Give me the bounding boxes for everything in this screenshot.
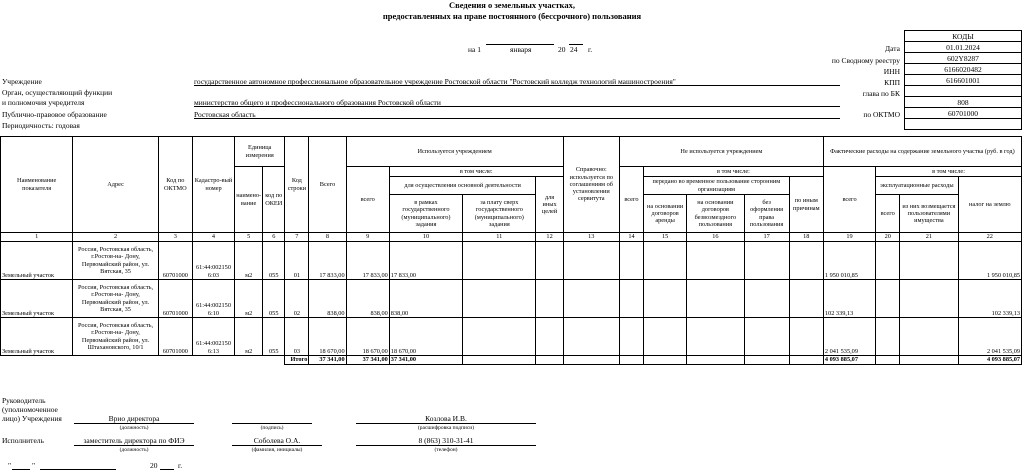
codes-table [904,30,1022,130]
cap-phone: (телефон) [434,447,458,453]
executor-label: Исполнитель [2,436,44,445]
row-total: 838,00 [309,280,346,318]
row-exp-total: 2 041 535,09 [823,318,875,356]
pps-value: Ростовская область [194,110,256,119]
row-unit: м2 [235,242,263,280]
hdr-reference: Справочно: используется по соглашениям об установлении сервитута [563,137,619,233]
executor-name: Соболева О.А. [253,436,301,445]
column-number: 22 [958,233,1021,242]
codes-header: КОДЫ [905,31,1022,42]
hdr-operating: эксплуатационные расходы [876,177,958,195]
date-month: января [510,45,532,54]
hdr-no-docs: без оформления права пользования [744,195,789,233]
column-number: 5 [235,233,263,242]
row-cadastral: 61:44:002150 6:10 [192,280,234,318]
executor-position: заместитель директора по ФИЭ [83,436,185,445]
hdr-op-total: всего [876,195,900,233]
title-line-1: Сведения о земельных участках, [449,0,575,10]
head-label-2: (уполномоченное [2,405,58,414]
hdr-used: Используется учреждением [346,137,563,167]
column-number: 11 [463,233,536,242]
hdr-exp-total: всего [823,167,875,233]
cap-signature: (подпись) [260,425,284,431]
table-row [1,318,1022,356]
code-oktmo: 60701000 [905,108,1022,119]
hdr-row-code: Код строки [285,137,309,233]
row-code: 02 [285,280,309,318]
pps-label: Публично-правовое образование [2,110,107,119]
hdr-free-use: на основании договоров безвозмездного пользования [687,195,744,233]
code-bk [905,86,1022,97]
row-tax: 102 339,13 [958,280,1021,318]
cap-position-1: (должность) [119,425,149,431]
code-period [905,119,1022,130]
row-okei: 055 [263,242,285,280]
column-number: 20 [876,233,900,242]
row-exp-total: 102 339,13 [823,280,875,318]
executor-phone: 8 (863) 310-31-41 [418,436,474,445]
totals-total: 37 341,00 [309,356,346,365]
hdr-name: Наименование показателя [1,137,73,233]
row-cadastral: 61:44:002150 6:03 [192,242,234,280]
cap-fio: (фамилия, инициалы) [251,447,303,453]
column-number: 19 [823,233,875,242]
hdr-reimbursed: из них возмещается пользователями имущества [900,195,958,233]
column-number: 4 [192,233,234,242]
column-number: 14 [619,233,643,242]
cap-position-2: (должность) [119,447,149,453]
code-label-date: Дата [885,44,900,53]
column-number: 2 [73,233,158,242]
row-total: 17 833,00 [309,242,346,280]
code-label-inn: ИНН [883,67,900,76]
authority-label-2: и полномочия учредителя [2,98,85,107]
hdr-address: Адрес [73,137,158,233]
date-year: 20 [150,461,158,470]
row-okei: 055 [263,280,285,318]
hdr-main-activity: для осуществления основной деятельности [389,177,536,195]
row-tax: 1 950 010,85 [958,242,1021,280]
column-number: 17 [744,233,789,242]
code-label-kpp: КПП [884,78,900,87]
row-name: Земельный участок [1,242,73,280]
institution-value: государственное автономное профессиональное образовательное учреждение Ростовской области "Ростовский колледж технологий машиностроения" [194,77,676,86]
column-number: 10 [389,233,462,242]
hdr-transferred: передано во временное пользование сторонним организациям [644,177,790,195]
code-kpp: 616601001 [905,75,1022,86]
row-state-task: 838,00 [389,280,462,318]
row-oktmo: 60701000 [158,280,192,318]
head-label-3: лицо) Учреждения [2,414,62,423]
row-oktmo: 60701000 [158,242,192,280]
row-code: 01 [285,242,309,280]
code-date: 01.01.2024 [905,42,1022,53]
code-label-registry: по Сводному реестру [831,56,900,65]
row-exp-total: 1 950 010,85 [823,242,875,280]
row-code: 03 [285,318,309,356]
totals-exp-total: 4 093 885,07 [823,356,875,365]
cap-decode: (расшифровка подписи) [417,425,475,431]
hdr-unit: Единица измерения [235,137,285,167]
row-address: Россия, Ростовская область, г.Ростов-на- Дону, Первомайский район, ул. Вятская, 35 [73,242,158,280]
hdr-paid-over: за плату сверх государственного (муниципального) задания [463,195,536,233]
totals-label: Итого [285,356,309,365]
row-oktmo: 60701000 [158,318,192,356]
hdr-incl: в том числе: [389,167,563,177]
date-g: г. [178,461,183,470]
row-name: Земельный участок [1,318,73,356]
code-inn: 6166020482 [905,64,1022,75]
row-used-total: 838,00 [346,280,389,318]
row-address: Россия, Ростовская область, г.Ростов-на- Дону, Первомайский район, ул. Вятская, 35 [73,280,158,318]
period-label: Периодичность: годовая [2,121,80,130]
column-numbers-row [1,233,1022,242]
authority-value: министерство общего и профессионального образования Ростовской области [194,98,441,107]
totals-state-task: 37 341,00 [389,356,462,365]
date-year-suffix: 24 [570,45,578,54]
column-number: 15 [644,233,687,242]
hdr-incl3: в том числе: [876,167,1022,177]
hdr-other-goals: для иных целей [536,177,563,233]
institution-label: Учреждение [2,77,42,86]
date-quote-close: " [32,461,36,470]
column-number: 7 [285,233,309,242]
row-total: 18 670,00 [309,318,346,356]
hdr-used-total: всего [346,167,389,233]
totals-used-total: 37 341,00 [346,356,389,365]
date-quote-open: " [8,461,12,470]
hdr-not-used: Не используется учреждением [619,137,823,167]
code-label-oktmo: по ОКТМО [863,110,900,119]
code-authority: 808 [905,97,1022,108]
hdr-oktmo: Код по ОКТМО [158,137,192,233]
row-used-total: 17 833,00 [346,242,389,280]
hdr-incl2: в том числе: [644,167,824,177]
column-number: 12 [536,233,563,242]
column-number: 6 [263,233,285,242]
code-label-bk: глава по БК [862,89,900,98]
hdr-lease: на основании договоров аренды [644,195,687,233]
row-unit: м2 [235,280,263,318]
column-number: 1 [1,233,73,242]
land-plots-table [0,136,1022,365]
column-number: 9 [346,233,389,242]
hdr-total: Всего [309,137,346,233]
hdr-other-reasons: по иным причинам [789,177,823,233]
title-line-2: предоставленных на праве постоянного (бессрочного) пользования [382,11,642,21]
table-row [1,280,1022,318]
row-cadastral: 61:44:002150 6:13 [192,318,234,356]
date-year-label: г. [588,45,593,54]
row-unit: м2 [235,318,263,356]
row-used-total: 18 670,00 [346,318,389,356]
row-address: Россия, Ростовская область, г.Ростов-на- Дону, Первомайский район, ул. Штахановского, 10/1 [73,318,158,356]
column-number: 3 [158,233,192,242]
column-number: 21 [900,233,958,242]
totals-tax: 4 093 885,07 [958,356,1021,365]
authority-label-1: Орган, осуществляющий функции [2,88,113,97]
table-row [1,242,1022,280]
hdr-land-tax: налог на землю [958,177,1021,233]
column-number: 16 [687,233,744,242]
totals-row [1,356,1022,365]
row-state-task: 17 833,00 [389,242,462,280]
date-year-prefix: 20 [558,45,566,54]
date-prefix: на 1 [468,45,481,54]
hdr-state-task: в рамках государственного (муниципального) задания [389,195,462,233]
hdr-unit-okei: код по ОКЕИ [263,167,285,233]
row-okei: 055 [263,318,285,356]
column-number: 18 [789,233,823,242]
hdr-expenses: Фактические расходы на содержание земельного участка (руб. в год) [823,137,1021,167]
head-position: Врио директора [108,414,160,423]
hdr-cadastral: Кадастро-вый номер [192,137,234,233]
hdr-not-used-total: всего [619,167,643,233]
column-number: 8 [309,233,346,242]
code-registry: 602Y8287 [905,53,1022,64]
row-state-task: 18 670,00 [389,318,462,356]
row-tax: 2 041 535,09 [958,318,1021,356]
head-name: Козлова И.В. [425,414,467,423]
head-label-1: Руководитель [2,396,46,405]
column-number: 13 [563,233,619,242]
row-name: Земельный участок [1,280,73,318]
hdr-unit-name: наимено-вание [235,167,263,233]
